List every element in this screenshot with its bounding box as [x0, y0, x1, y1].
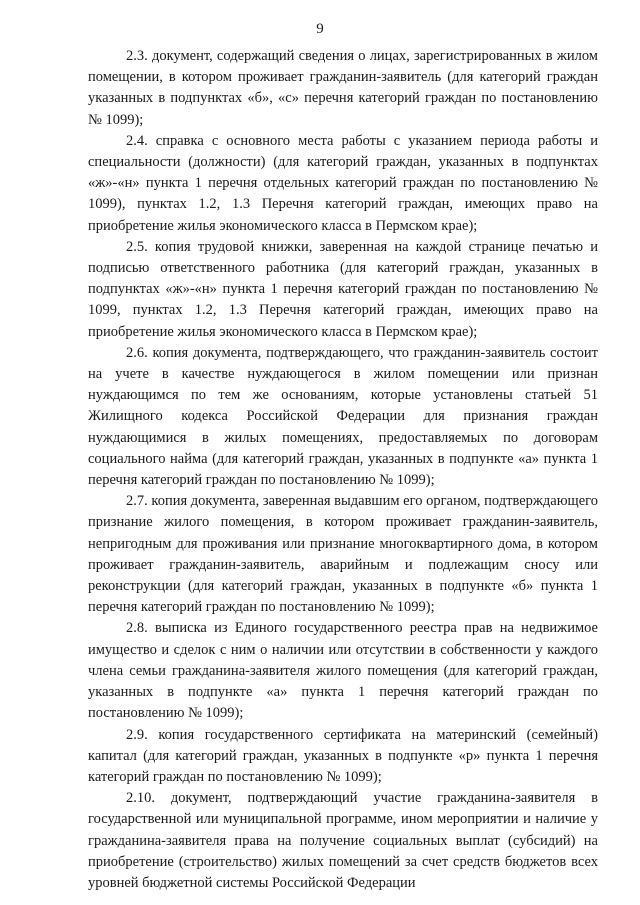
document-body	[88, 46, 598, 894]
paragraph-2-8: 2.8. выписка из Единого государственного реестра прав на недвижимое имущество и сделок с ним о наличии или отсутствии в собственности у каждого члена семьи гражданина-заявителя жилого помещения (для категорий граждан, указанных в подпункте «а» пункта 1 перечня категорий граждан по постановлению № 1099);	[88, 620, 598, 722]
paragraph-2-4: 2.4. справка с основного места работы с указанием периода работы и специальности (должности) (для категорий граждан, указанных в подпунктах «ж»-«н» пункта 1 перечня отдельных категорий граждан по постановлению № 1099), пунктах 1.2, 1.3 Перечня категорий граждан, имеющих право на приобретение жилья экономического класса в Пермском крае);	[88, 132, 598, 234]
paragraph-2-7: 2.7. копия документа, заверенная выдавшим его органом, подтверждающего признание жилого помещения, в котором проживает гражданин-заявитель, непригодным для проживания или признание многоквартирного дома, в котором проживает гражданин-заявитель, аварийным и подлежащим сносу или реконструкции (для категорий граждан, указанных в подпункте «б» пункта 1 перечня категорий граждан по постановлению № 1099);	[88, 493, 598, 616]
paragraph-2-9: 2.9. копия государственного сертификата на материнский (семейный) капитал (для категорий граждан, указанных в подпункте «р» пункта 1 перечня категорий граждан по постановлению № 1099);	[88, 726, 598, 785]
paragraph-2-6: 2.6. копия документа, подтверждающего, что гражданин-заявитель состоит на учете в качестве нуждающегося в жилом помещении или признан нуждающимся по тем же основаниям, которые установлены статьей 51 Жилищного кодекса Российской Федерации для признания граждан нуждающимися в жилых помещениях, предоставляемых по договорам социального найма (для категорий граждан, указанных в подпункте «а» пункта 1 перечня категорий граждан по постановлению № 1099);	[88, 344, 598, 489]
page-number: 9	[316, 21, 324, 37]
paragraph-2-3: 2.3. документ, содержащий сведения о лицах, зарегистрированных в жилом помещении, в котором проживает гражданин-заявитель (для категорий граждан указанных в подпунктах «б», «с» перечня категорий граждан по постановлению № 1099);	[88, 48, 598, 128]
paragraph-2-5: 2.5. копия трудовой книжки, заверенная на каждой странице печатью и подписью ответственного работника (для категорий граждан, указанных в подпунктах «ж»-«н» пункта 1 перечня категорий граждан по постановлению № 1099, пунктах 1.2, 1.3 Перечня категорий граждан, имеющих право на приобретение жилья экономического класса в Пермском крае);	[88, 238, 598, 340]
paragraph-2-10: 2.10. документ, подтверждающий участие гражданина-заявителя в государственной или муниципальной программе, ином мероприятии и наличие у гражданина-заявителя права на получение социальных выплат (субсидий) на приобретение (строительство) жилых помещений за счет средств бюджетов всех уровней бюджетной системы Российской Федерации	[88, 790, 598, 891]
